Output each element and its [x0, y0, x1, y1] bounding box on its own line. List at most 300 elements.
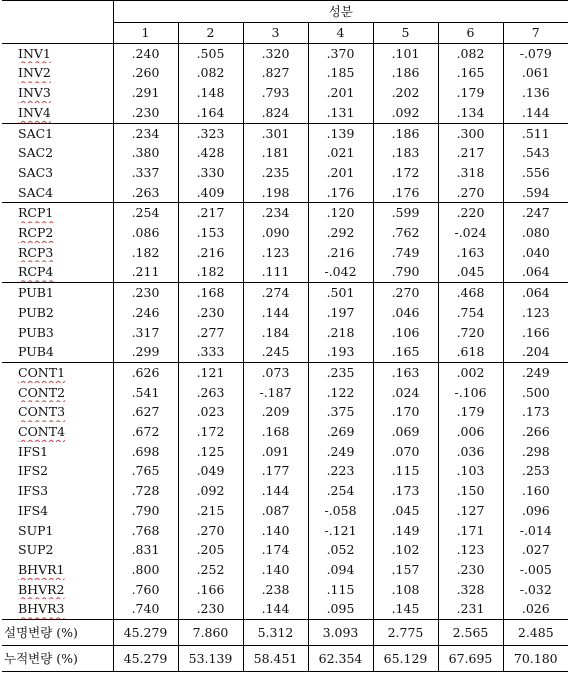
- loading-value-cell: .672: [113, 422, 178, 442]
- loading-value-cell: .594: [503, 183, 568, 203]
- loading-value-cell: .320: [243, 43, 308, 63]
- row-label-text: INV3: [18, 85, 51, 101]
- loading-value-cell: .006: [438, 422, 503, 442]
- row-label-text: CONT4: [18, 424, 66, 440]
- row-label: [2, 422, 113, 442]
- loading-value-cell: .064: [503, 283, 568, 303]
- loading-value-cell: .235: [308, 362, 373, 382]
- table-row: [2, 203, 568, 223]
- loading-value-cell: .249: [308, 442, 373, 462]
- loading-value-cell: .021: [308, 143, 373, 163]
- loading-value-cell: .231: [438, 599, 503, 619]
- row-label-text: SAC3: [18, 164, 54, 180]
- footer-label: 설명변량 (%): [2, 620, 113, 646]
- loading-value-cell: .115: [308, 580, 373, 600]
- loading-value-cell: .070: [373, 442, 438, 462]
- table-row: [2, 323, 568, 343]
- loading-value-cell: .370: [308, 43, 373, 63]
- loading-value-cell: .136: [503, 83, 568, 103]
- variance-value-cell: 5.312: [243, 620, 308, 646]
- loading-value-cell: .253: [503, 461, 568, 481]
- table-row: [2, 103, 568, 123]
- loading-value-cell: .173: [503, 402, 568, 422]
- loading-value-cell: .120: [308, 203, 373, 223]
- loading-value-cell: .230: [113, 103, 178, 123]
- variance-value-cell: 2.565: [438, 620, 503, 646]
- variance-value-cell: 53.139: [178, 646, 243, 672]
- loading-value-cell: .217: [178, 203, 243, 223]
- loading-value-cell: .824: [243, 103, 308, 123]
- loading-value-cell: .061: [503, 63, 568, 83]
- loading-value-cell: .170: [373, 402, 438, 422]
- loading-value-cell: .330: [178, 163, 243, 183]
- loading-value-cell: .168: [243, 422, 308, 442]
- loading-value-cell: .023: [178, 402, 243, 422]
- loading-value-cell: .123: [503, 303, 568, 323]
- table-row: [2, 521, 568, 541]
- loading-value-cell: .086: [113, 223, 178, 243]
- row-label-text: INV2: [18, 65, 51, 81]
- row-label: [2, 599, 113, 619]
- loading-value-cell: .165: [438, 63, 503, 83]
- loading-value-cell: .827: [243, 63, 308, 83]
- loading-value-cell: .140: [243, 521, 308, 541]
- loading-value-cell: .111: [243, 262, 308, 282]
- loading-value-cell: .204: [503, 342, 568, 362]
- loading-value-cell: .270: [178, 521, 243, 541]
- row-label: [2, 183, 113, 203]
- loading-value-cell: .073: [243, 362, 308, 382]
- loading-value-cell: .046: [373, 303, 438, 323]
- loading-value-cell: .064: [503, 262, 568, 282]
- column-header: 7: [503, 23, 568, 44]
- loading-value-cell: .205: [178, 540, 243, 560]
- loading-value-cell: .409: [178, 183, 243, 203]
- table-row: [2, 143, 568, 163]
- loading-value-cell: .270: [438, 183, 503, 203]
- footer-label: 누적변량 (%): [2, 646, 113, 672]
- table-row: [2, 63, 568, 83]
- loading-value-cell: .793: [243, 83, 308, 103]
- loading-value-cell: .148: [178, 83, 243, 103]
- table-row: [2, 383, 568, 403]
- loading-value-cell: -.042: [308, 262, 373, 282]
- loading-value-cell: .173: [373, 481, 438, 501]
- variance-value-cell: 67.695: [438, 646, 503, 672]
- loading-value-cell: .698: [113, 442, 178, 462]
- loading-value-cell: .247: [503, 203, 568, 223]
- loading-value-cell: .177: [243, 461, 308, 481]
- table-row: [2, 283, 568, 303]
- loading-value-cell: .543: [503, 143, 568, 163]
- loading-value-cell: .095: [308, 599, 373, 619]
- component-header: 성분: [113, 1, 568, 23]
- loading-value-cell: .149: [373, 521, 438, 541]
- loading-value-cell: .263: [113, 183, 178, 203]
- table-row: [2, 43, 568, 63]
- row-label-text: PUB1: [18, 285, 54, 301]
- loading-value-cell: .556: [503, 163, 568, 183]
- table-row: [2, 422, 568, 442]
- row-label-text: RCP4: [18, 264, 54, 280]
- loading-value-cell: .082: [178, 63, 243, 83]
- loading-value-cell: -.058: [308, 501, 373, 521]
- row-label: [2, 63, 113, 83]
- table-row: [2, 501, 568, 521]
- loading-value-cell: .115: [373, 461, 438, 481]
- table-row: [2, 599, 568, 619]
- loading-value-cell: .380: [113, 143, 178, 163]
- loading-value-cell: .144: [243, 481, 308, 501]
- row-label: [2, 323, 113, 343]
- loading-value-cell: .328: [438, 580, 503, 600]
- row-label: [2, 461, 113, 481]
- loading-value-cell: .144: [243, 599, 308, 619]
- loading-value-cell: .500: [503, 383, 568, 403]
- loading-value-cell: .125: [178, 442, 243, 462]
- loading-value-cell: .183: [373, 143, 438, 163]
- loading-value-cell: .131: [308, 103, 373, 123]
- loading-value-cell: .218: [308, 323, 373, 343]
- loading-value-cell: .333: [178, 342, 243, 362]
- table-row: [2, 481, 568, 501]
- loading-value-cell: .186: [373, 63, 438, 83]
- loading-value-cell: -.121: [308, 521, 373, 541]
- column-header: 5: [373, 23, 438, 44]
- loading-value-cell: .166: [503, 323, 568, 343]
- loading-value-cell: .144: [243, 303, 308, 323]
- row-label-text: INV1: [18, 45, 51, 61]
- loading-value-cell: .145: [373, 599, 438, 619]
- loading-value-cell: .246: [113, 303, 178, 323]
- loading-value-cell: .245: [243, 342, 308, 362]
- loading-value-cell: .274: [243, 283, 308, 303]
- loading-value-cell: .728: [113, 481, 178, 501]
- loading-value-cell: .252: [178, 560, 243, 580]
- table-row: [2, 402, 568, 422]
- table-footer: [2, 620, 568, 672]
- row-label-text: BHVR3: [18, 601, 65, 617]
- row-label: [2, 223, 113, 243]
- loading-value-cell: .740: [113, 599, 178, 619]
- row-label: [2, 362, 113, 382]
- row-label-text: BHVR1: [18, 561, 65, 577]
- column-header: 3: [243, 23, 308, 44]
- loading-value-cell: .174: [243, 540, 308, 560]
- table-row: [2, 342, 568, 362]
- loading-value-cell: .291: [113, 83, 178, 103]
- row-label: [2, 262, 113, 282]
- loading-value-cell: .123: [438, 540, 503, 560]
- loading-value-cell: .266: [503, 422, 568, 442]
- table-row: [2, 580, 568, 600]
- loading-value-cell: .140: [243, 560, 308, 580]
- table-row: [2, 442, 568, 462]
- loading-value-cell: .201: [308, 83, 373, 103]
- loading-value-cell: .182: [178, 262, 243, 282]
- row-label: [2, 560, 113, 580]
- table-row: [2, 461, 568, 481]
- row-label-text: PUB2: [18, 304, 54, 320]
- row-label: [2, 83, 113, 103]
- loading-value-cell: .217: [438, 143, 503, 163]
- loading-value-cell: .428: [178, 143, 243, 163]
- loading-value-cell: .230: [438, 560, 503, 580]
- header-empty-cell: [2, 23, 113, 44]
- loading-value-cell: .468: [438, 283, 503, 303]
- loading-value-cell: -.014: [503, 521, 568, 541]
- row-label: [2, 143, 113, 163]
- loading-value-cell: -.106: [438, 383, 503, 403]
- loading-value-cell: .172: [178, 422, 243, 442]
- loading-value-cell: .171: [438, 521, 503, 541]
- column-header: 4: [308, 23, 373, 44]
- loading-value-cell: .254: [308, 481, 373, 501]
- row-label: [2, 163, 113, 183]
- row-label: [2, 501, 113, 521]
- loading-value-cell: .168: [178, 283, 243, 303]
- table-row: [2, 163, 568, 183]
- table-row: [2, 560, 568, 580]
- loading-value-cell: .122: [308, 383, 373, 403]
- loading-value-cell: .106: [373, 323, 438, 343]
- table-row: [2, 303, 568, 323]
- loading-value-cell: .269: [308, 422, 373, 442]
- loading-value-cell: .165: [373, 342, 438, 362]
- loading-value-cell: .185: [308, 63, 373, 83]
- loading-value-cell: .298: [503, 442, 568, 462]
- loading-value-cell: .337: [113, 163, 178, 183]
- loading-value-cell: -.024: [438, 223, 503, 243]
- table-row: [2, 243, 568, 263]
- loading-value-cell: .505: [178, 43, 243, 63]
- loading-value-cell: .150: [438, 481, 503, 501]
- loading-value-cell: .091: [243, 442, 308, 462]
- loading-value-cell: .216: [178, 243, 243, 263]
- loading-value-cell: .080: [503, 223, 568, 243]
- loading-value-cell: .301: [243, 123, 308, 143]
- row-label: [2, 481, 113, 501]
- loading-value-cell: .193: [308, 342, 373, 362]
- loading-value-cell: .800: [113, 560, 178, 580]
- loading-value-cell: .627: [113, 402, 178, 422]
- table-row: [2, 262, 568, 282]
- row-label-text: IFS1: [18, 443, 49, 459]
- row-label: [2, 43, 113, 63]
- loading-value-cell: .626: [113, 362, 178, 382]
- variance-value-cell: 3.093: [308, 620, 373, 646]
- row-label-text: PUB3: [18, 324, 54, 340]
- loading-value-cell: .749: [373, 243, 438, 263]
- loading-value-cell: .238: [243, 580, 308, 600]
- loading-value-cell: -.005: [503, 560, 568, 580]
- loading-value-cell: .181: [243, 143, 308, 163]
- variance-value-cell: 70.180: [503, 646, 568, 672]
- loading-value-cell: .045: [438, 262, 503, 282]
- loading-value-cell: .026: [503, 599, 568, 619]
- loading-value-cell: .197: [308, 303, 373, 323]
- loading-value-cell: .720: [438, 323, 503, 343]
- loading-value-cell: .157: [373, 560, 438, 580]
- loading-value-cell: .511: [503, 123, 568, 143]
- loading-value-cell: .599: [373, 203, 438, 223]
- explained-variance-row: [2, 620, 568, 646]
- loading-value-cell: .101: [373, 43, 438, 63]
- loading-value-cell: .134: [438, 103, 503, 123]
- row-label-text: IFS2: [18, 463, 49, 479]
- row-label-text: CONT3: [18, 404, 66, 420]
- loading-value-cell: -.187: [243, 383, 308, 403]
- row-label: [2, 123, 113, 143]
- loading-value-cell: .831: [113, 540, 178, 560]
- loading-value-cell: .618: [438, 342, 503, 362]
- loading-value-cell: .230: [178, 303, 243, 323]
- loading-value-cell: .160: [503, 481, 568, 501]
- loading-value-cell: .235: [243, 163, 308, 183]
- loading-value-cell: .090: [243, 223, 308, 243]
- table-row: [2, 183, 568, 203]
- row-label-text: PUB4: [18, 344, 54, 360]
- row-label-text: BHVR2: [18, 581, 65, 597]
- row-label-text: RCP1: [18, 205, 54, 221]
- variance-value-cell: 7.860: [178, 620, 243, 646]
- variance-value-cell: 45.279: [113, 620, 178, 646]
- loading-value-cell: .108: [373, 580, 438, 600]
- loading-value-cell: .163: [438, 243, 503, 263]
- loading-value-cell: .002: [438, 362, 503, 382]
- loading-value-cell: .184: [243, 323, 308, 343]
- row-label: [2, 580, 113, 600]
- loading-value-cell: .790: [113, 501, 178, 521]
- loading-value-cell: .069: [373, 422, 438, 442]
- table-row: [2, 123, 568, 143]
- loading-value-cell: .202: [373, 83, 438, 103]
- loading-value-cell: -.079: [503, 43, 568, 63]
- loading-value-cell: .024: [373, 383, 438, 403]
- variance-value-cell: 45.279: [113, 646, 178, 672]
- loading-value-cell: .087: [243, 501, 308, 521]
- loading-value-cell: .230: [113, 283, 178, 303]
- row-label-text: SAC2: [18, 145, 54, 161]
- loading-value-cell: -.032: [503, 580, 568, 600]
- header-row-numbers: [2, 23, 568, 44]
- loading-value-cell: .263: [178, 383, 243, 403]
- loading-value-cell: .299: [113, 342, 178, 362]
- loading-value-cell: .052: [308, 540, 373, 560]
- loading-value-cell: .317: [113, 323, 178, 343]
- variance-value-cell: 2.775: [373, 620, 438, 646]
- loading-value-cell: .144: [503, 103, 568, 123]
- factor-loading-table: [2, 0, 568, 672]
- loading-value-cell: .277: [178, 323, 243, 343]
- column-header: 2: [178, 23, 243, 44]
- table-row: [2, 83, 568, 103]
- row-label-text: SAC1: [18, 125, 54, 141]
- loading-value-cell: .375: [308, 402, 373, 422]
- row-label-text: SAC4: [18, 184, 54, 200]
- loading-value-cell: .121: [178, 362, 243, 382]
- row-label: [2, 442, 113, 462]
- row-label: [2, 540, 113, 560]
- loading-value-cell: .123: [243, 243, 308, 263]
- variance-value-cell: 58.451: [243, 646, 308, 672]
- loading-value-cell: .768: [113, 521, 178, 541]
- loading-value-cell: .249: [503, 362, 568, 382]
- loading-value-cell: .220: [438, 203, 503, 223]
- row-label-text: CONT1: [18, 364, 66, 380]
- loading-value-cell: .153: [178, 223, 243, 243]
- loading-value-cell: .216: [308, 243, 373, 263]
- loading-value-cell: .045: [373, 501, 438, 521]
- loading-value-cell: .215: [178, 501, 243, 521]
- row-label-text: SUP1: [18, 522, 54, 538]
- loading-value-cell: .164: [178, 103, 243, 123]
- loading-value-cell: .179: [438, 402, 503, 422]
- loading-value-cell: .260: [113, 63, 178, 83]
- header-row-component: [2, 1, 568, 23]
- loading-value-cell: .198: [243, 183, 308, 203]
- loading-value-cell: .541: [113, 383, 178, 403]
- loading-value-cell: .182: [113, 243, 178, 263]
- variance-value-cell: 65.129: [373, 646, 438, 672]
- loading-value-cell: .754: [438, 303, 503, 323]
- row-label: [2, 283, 113, 303]
- loading-value-cell: .103: [438, 461, 503, 481]
- loading-value-cell: .036: [438, 442, 503, 462]
- loading-value-cell: .186: [373, 123, 438, 143]
- loading-value-cell: .209: [243, 402, 308, 422]
- loading-value-cell: .082: [438, 43, 503, 63]
- loading-value-cell: .163: [373, 362, 438, 382]
- row-label-text: SUP2: [18, 542, 54, 558]
- row-label-text: RCP3: [18, 244, 54, 260]
- row-label: [2, 342, 113, 362]
- loading-value-cell: .049: [178, 461, 243, 481]
- loading-value-cell: .096: [503, 501, 568, 521]
- variance-value-cell: 2.485: [503, 620, 568, 646]
- column-header: 1: [113, 23, 178, 44]
- loading-value-cell: .300: [438, 123, 503, 143]
- column-header: 6: [438, 23, 503, 44]
- loading-value-cell: .323: [178, 123, 243, 143]
- loading-value-cell: .172: [373, 163, 438, 183]
- loading-value-cell: .127: [438, 501, 503, 521]
- row-label: [2, 303, 113, 323]
- loading-value-cell: .765: [113, 461, 178, 481]
- loading-value-cell: .270: [373, 283, 438, 303]
- table-row: [2, 540, 568, 560]
- table-row: [2, 362, 568, 382]
- loading-value-cell: .176: [308, 183, 373, 203]
- loading-value-cell: .092: [373, 103, 438, 123]
- loading-value-cell: .223: [308, 461, 373, 481]
- loading-value-cell: .234: [243, 203, 308, 223]
- loading-value-cell: .292: [308, 223, 373, 243]
- loading-value-cell: .166: [178, 580, 243, 600]
- row-label: [2, 103, 113, 123]
- loading-value-cell: .230: [178, 599, 243, 619]
- loading-value-cell: .094: [308, 560, 373, 580]
- loading-value-cell: .501: [308, 283, 373, 303]
- row-label: [2, 203, 113, 223]
- loading-value-cell: .139: [308, 123, 373, 143]
- header-empty-cell: [2, 1, 113, 23]
- loading-value-cell: .240: [113, 43, 178, 63]
- variance-value-cell: 62.354: [308, 646, 373, 672]
- table-body: [2, 43, 568, 619]
- loading-value-cell: .176: [373, 183, 438, 203]
- loading-value-cell: .092: [178, 481, 243, 501]
